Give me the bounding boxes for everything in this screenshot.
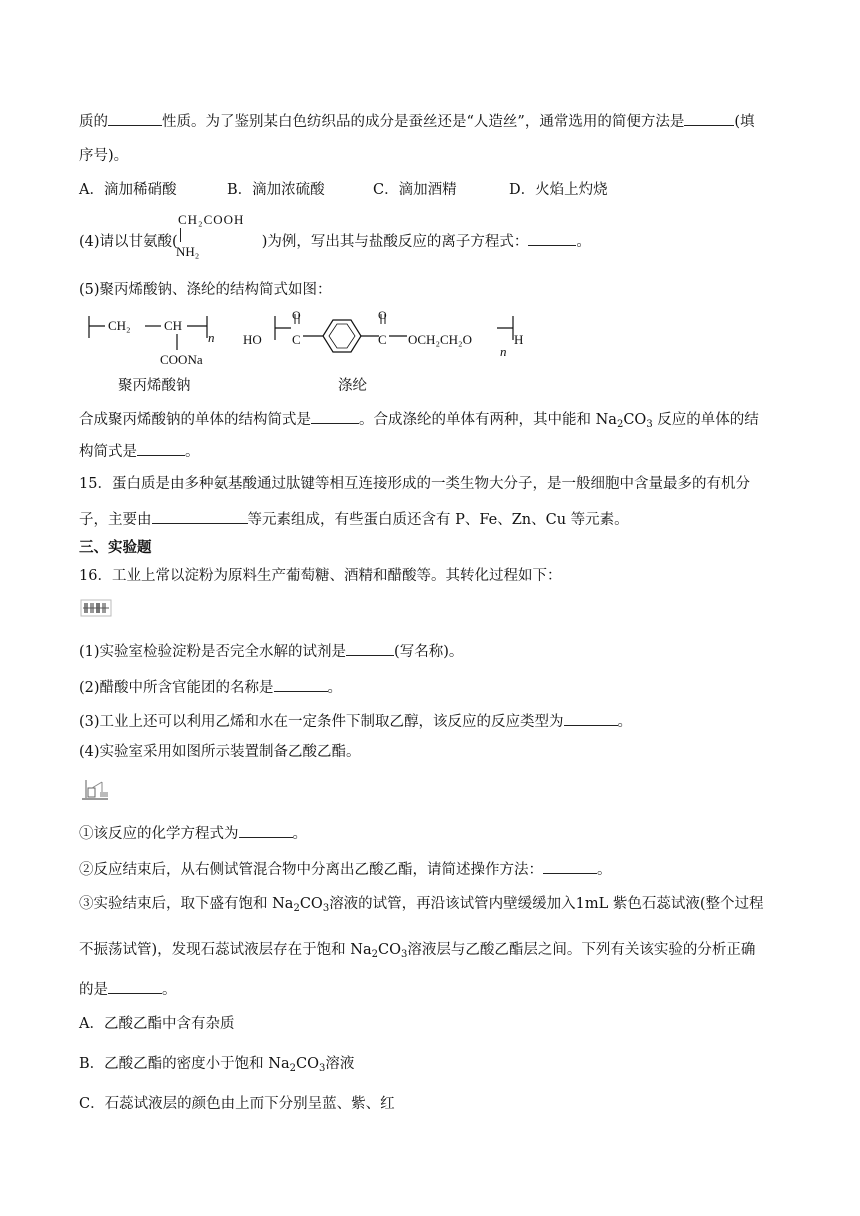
pet-o2: O [378,308,387,322]
answer-blank[interactable] [108,978,162,994]
poly-n: n [208,330,215,345]
q14-text: (填 [734,114,755,130]
answer-blank[interactable] [152,508,248,524]
conversion-diagram-icon [80,597,112,619]
answer-blank[interactable] [137,440,185,456]
pet-chain: OCH₂CH₂O [408,332,472,347]
q16-3: (3)工业上还可以利用乙烯和水在一定条件下制取乙醇，该反应的反应类型为 。 [79,710,632,732]
q14-text: 性质。为了鉴别某白色纺织品的成分是蚕丝还是“人造丝”，通常选用的简便方法是 [162,114,685,130]
answer-blank[interactable] [684,110,734,126]
answer-blank[interactable] [311,408,359,424]
answer-blank[interactable] [108,110,162,126]
bracket-right [187,316,207,338]
answer-blank[interactable] [528,230,576,246]
bracket-left [275,316,291,340]
q14-options [79,180,608,200]
pet-ho: HO [243,332,262,347]
pet-c2: C [378,332,387,347]
q4-text: (4)请以甘氨酸( [79,234,178,250]
answer-blank[interactable] [543,858,597,874]
poly-caption: 聚丙烯酸钠 [118,378,191,394]
apparatus-diagram-icon [80,776,112,802]
q14-5: (5)聚丙烯酸钠、涤纶的结构简式如图： [79,282,332,298]
answer-blank[interactable] [346,640,394,656]
pet-n: n [500,344,507,359]
q16-s3-line1: ③实验结束后，取下盛有饱和 $Na_2CO_3$溶液的试管，再沿该试管内壁缓缓加入1mL 紫色石蕊试液(整个过程 [79,896,764,914]
q16-s1: ①该反应的化学方程式为 。 [79,822,307,844]
option-b[interactable]: B．滴加浓硫酸 [227,182,325,198]
glycine-top: CH₂COOH [178,212,245,227]
q14-text: 质的 [79,114,108,130]
answer-blank[interactable] [564,710,618,726]
option-b[interactable]: B．乙酸乙酯的密度小于饱和 $Na_2CO_3$溶液 [79,1056,355,1074]
pet-c1: C [292,332,301,347]
poly-ch2: CH₂ [108,318,131,333]
q16-1: (1)实验室检验淀粉是否完全水解的试剂是 (写名称)。 [79,640,463,662]
poly-ch: CH [164,318,183,333]
q14-4 [79,230,591,252]
answer-blank[interactable] [274,676,328,692]
q14-line2: 序号)。 [79,148,129,164]
q14-line1 [79,110,755,132]
bracket-right [497,316,513,340]
q4-text: 。 [576,234,591,250]
option-c[interactable]: C．滴加酒精 [373,182,457,198]
option-a[interactable]: A．乙酸乙酯中含有杂质 [79,1016,235,1032]
q16-intro: 16．工业上常以淀粉为原料生产葡萄糖、酒精和醋酸等。其转化过程如下： [79,568,562,584]
q15-line1: 15．蛋白质是由多种氨基酸通过肽键等相互连接形成的一类生物大分子，是一般细胞中含量最多的有机分 [79,476,750,492]
q16-s3-line2: 不振荡试管)，发现石蕊试液层存在于饱和 $Na_2CO_3$溶液层与乙酸乙酯层之间。下列有关该实验的分析正确 [79,942,756,960]
pet-o1: O [292,308,301,322]
q16-4: (4)实验室采用如图所示装置制备乙酸乙酯。 [79,744,361,760]
section-heading: 三、实验题 [79,539,152,556]
poly-coona: COONa [160,352,203,367]
q14-5b: 构简式是 。 [79,440,200,462]
q14-5a: 合成聚丙烯酸钠的单体的结构简式是 。合成涤纶的单体有两种，其中能和 $Na_2CO_3$ 反应的单体的结 [79,408,759,435]
answer-blank[interactable] [239,822,293,838]
option-d[interactable]: D．火焰上灼烧 [509,182,608,198]
option-a[interactable]: A．滴加稀硝酸 [79,182,177,198]
pet-caption: 涤纶 [338,378,367,394]
q16-2: (2)醋酸中所含官能团的名称是 。 [79,676,342,698]
option-c[interactable]: C．石蕊试液层的颜色由上而下分别呈蓝、紫、红 [79,1096,395,1112]
glycine-bottom: NH₂ [176,244,200,259]
pet-h: H [514,332,524,347]
q15-line2: 子，主要由 等元素组成，有些蛋白质还含有 P、Fe、Zn、Cu 等元素。 [79,508,629,530]
bracket-left [89,316,105,338]
q4-text: )为例，写出其与盐酸反应的离子方程式： [261,234,529,250]
q16-s2: ②反应结束后，从右侧试管混合物中分离出乙酸乙酯，请简述操作方法： 。 [79,858,612,880]
q16-s3-line3: 的是 。 [79,978,177,1000]
